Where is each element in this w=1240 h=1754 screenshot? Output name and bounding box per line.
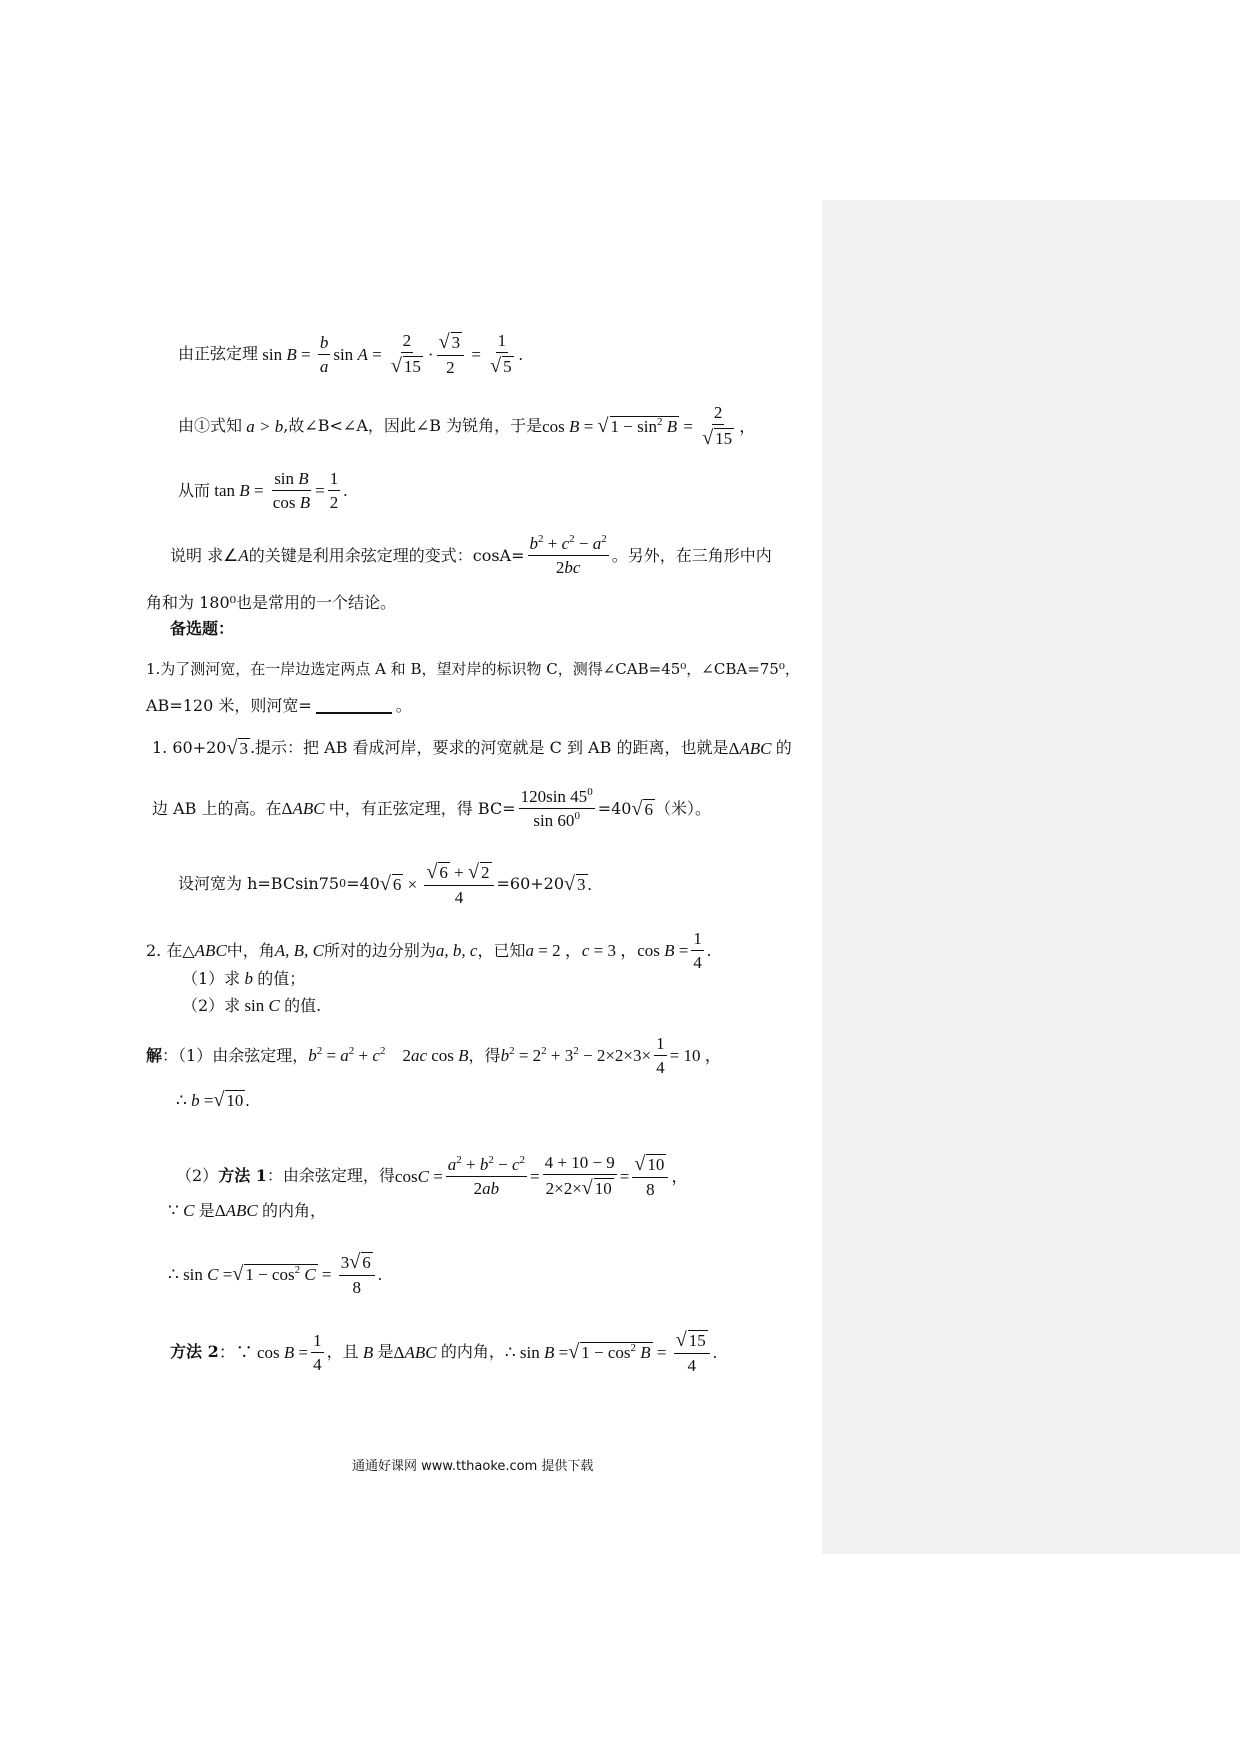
solution-method-1: （2） 方法 1 ：由余弦定理，得 cosC = $\frac{a^2 + b^2 - c^2}{2ab}$ = 4 + 10 − 9 2×2× √ 10 = √ 10 8 ， — [176, 1153, 689, 1199]
answer-1-hint: 1. 60+20 √ 3 .提示：把 AB 看成河岸，要求的河宽就是 C 到 AB 的距离，也就是 ΔABC 的 — [152, 737, 792, 759]
solution-method-2: 方法 2 ：∵ cos B = $\frac{1}{4}$ ，且 B 是 ΔABC 的内角， ∴ sin B = √ $1 - \cos^2 B$ = √ 15 4 . — [170, 1329, 717, 1375]
solution-c-interior: ∵ C 是 ΔABC 的内角， — [168, 1200, 326, 1220]
problem-1: 1.为了测河宽，在一岸边选定两点 A 和 B，望对岸的标识物 C，测得∠CAB=45⁰，∠CBA=75⁰， — [146, 660, 800, 678]
line-explanation: 说明 求 ∠A 的关键是利用余弦定理的变式：cosA= $\frac{b^2 + c^2 - a^2}{2bc}$ 。另外，在三角形中内 — [170, 533, 772, 577]
problem-1-question: AB=120 米，则河宽= 。 — [146, 696, 412, 715]
answer-1-bc: 边 AB 上的高。在 ΔABC 中，有正弦定理，得 BC= $\frac{120\sin 45^0}{\sin 60^0}$ =40 √ 6 （米）。 — [152, 786, 711, 830]
line-sine-rule: 由正弦定理 sin B = $\frac{b}{a}$ sin A = 2 √ 15 · √ 3 2 = 1 √ 5 . — [178, 331, 523, 377]
line-acute-angle: 由①式知 a > b ,故∠B<∠A，因此∠B 为锐角，于是 cos B = √ $1 - \sin^2 B$ = 2 √ 15 ， — [178, 403, 757, 449]
line-angle-sum: 角和为 180⁰也是常用的一个结论。 — [146, 593, 397, 612]
section-heading: 备选题： — [170, 619, 235, 638]
solution-sin-c: ∴ sin C = √ $1 - \cos^2 C$ = 3 √ 6 8 . — [168, 1251, 382, 1297]
line-tan-b: 从而 tan B = $\frac{\text{sin B}}{\text{cos B}}$ = $\frac{1}{2}$ . — [178, 469, 348, 512]
answer-blank — [316, 698, 392, 714]
answer-1-width: 设河宽为 h=BCsin75 0 =40 √ 6 × √ 6 + √ 2 4 =60+20 √ 3 . — [178, 861, 592, 907]
problem-2-part-2: （2）求 sin C 的值. — [182, 995, 322, 1015]
problem-2-part-1: （1）求 b 的值； — [182, 968, 306, 988]
comment-pane — [822, 200, 1240, 1554]
solution-b-value: ∴ b = √ 10 . — [176, 1089, 250, 1111]
page-footer: 通通好课网 www.tthaoke.com 提供下载 — [352, 1459, 594, 1474]
solution-part-1: 解 ：（1）由余弦定理， $b^2 = a^2 + c^2$ 2ac cos B ，得 $b^2 = 2^2 + 3^2 - 2\times 2\times 3\times$ $\frac{1}{4}$ = 10 ， — [146, 1034, 722, 1077]
problem-2: 2. 在△ ABC 中，角 A, B, C 所对的边分别为 a, b, c ，已知 a = 2 ，c = 3 ，cos B = $\frac{1}{4}$ . — [146, 929, 712, 972]
